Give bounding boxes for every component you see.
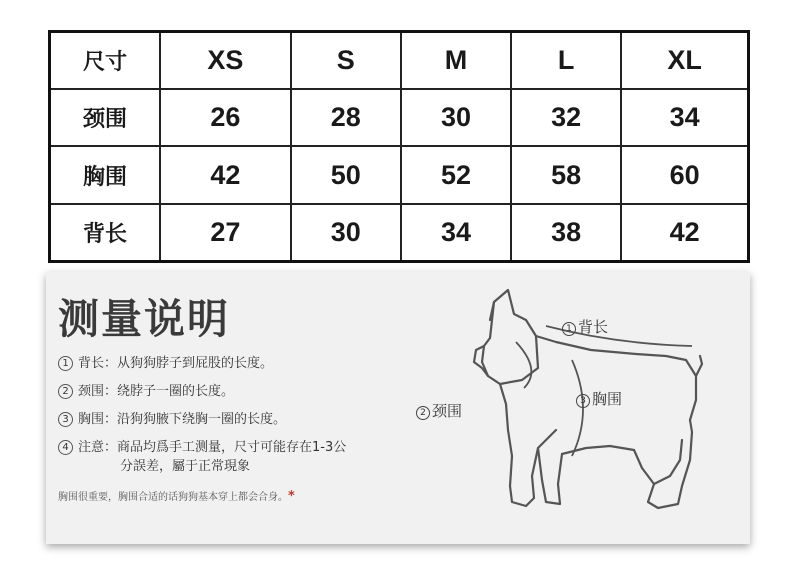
table-cell: 30: [401, 89, 511, 146]
dog-snout: [474, 346, 488, 376]
dog-head-outline: [482, 290, 538, 384]
instruction-text-continued: 分誤差，屬于正常現象: [120, 459, 251, 474]
header-label: 尺寸: [50, 32, 161, 90]
dog-front-outline: [500, 384, 556, 506]
size-m: M: [401, 32, 511, 90]
instruction-chest: [58, 410, 286, 429]
table-cell: 32: [511, 89, 621, 146]
instruction-text: 从狗狗脖子到屁股的长度。: [117, 356, 274, 371]
number-badge: 3: [576, 394, 590, 408]
panel-title: 测量说明: [58, 295, 230, 343]
size-xs: XS: [160, 32, 291, 90]
size-l: L: [511, 32, 621, 90]
table-cell: 38: [511, 204, 621, 262]
table-cell: 60: [621, 146, 748, 203]
size-chart-table: [48, 30, 750, 263]
table-row: [50, 146, 749, 203]
measurement-panel: [46, 272, 750, 544]
instruction-label: 注意：: [78, 440, 118, 455]
number-badge: 4: [58, 440, 73, 455]
number-badge: 2: [58, 384, 73, 399]
instruction-text: 沿狗狗腋下绕胸一圈的长度。: [117, 412, 287, 427]
footnote-text: 胸围很重要，胸围合适的话狗狗基本穿上都会合身。: [58, 492, 288, 503]
row-label-chest: 胸围: [50, 146, 161, 203]
footnote-star: *: [288, 489, 295, 504]
table-cell: 42: [160, 146, 291, 203]
instruction-label: 颈围：: [78, 384, 118, 399]
dog-inner-front-leg: [538, 448, 562, 504]
instruction-neck: [58, 382, 234, 401]
dog-label-text: 背长: [578, 318, 609, 336]
dog-label-back-length: [562, 316, 608, 337]
table-cell: 50: [291, 146, 401, 203]
instruction-note: [58, 438, 346, 476]
dog-label-text: 颈围: [432, 402, 463, 420]
table-cell: 30: [291, 204, 401, 262]
table-header-row: [50, 32, 749, 90]
dog-label-chest: [576, 388, 622, 409]
instruction-back-length: [58, 354, 273, 373]
row-label-neck: 颈围: [50, 89, 161, 146]
number-badge: 1: [58, 356, 73, 371]
instruction-text: 商品均爲手工测量，尺寸可能存在1-3公: [117, 440, 347, 455]
dog-tail: [696, 356, 702, 376]
table-cell: 34: [621, 89, 748, 146]
size-xl: XL: [621, 32, 748, 90]
table-row: [50, 204, 749, 262]
dog-rear-leg: [634, 420, 692, 508]
instruction-label: 胸围：: [78, 412, 118, 427]
table-cell: 52: [401, 146, 511, 203]
table-cell: 42: [621, 204, 748, 262]
table-cell: 27: [160, 204, 291, 262]
instruction-label: 背长：: [78, 356, 118, 371]
dog-rear-inner-leg: [654, 440, 682, 484]
table-cell: 28: [291, 89, 401, 146]
dog-label-neck: [416, 400, 462, 421]
number-badge: 1: [562, 322, 576, 336]
dog-label-text: 胸围: [592, 390, 623, 408]
number-badge: 2: [416, 406, 430, 420]
table-cell: 26: [160, 89, 291, 146]
instruction-text: 绕脖子一圈的长度。: [117, 384, 235, 399]
number-badge: 3: [58, 412, 73, 427]
row-label-back: 背长: [50, 204, 161, 262]
table-cell: 58: [511, 146, 621, 203]
footnote: [58, 488, 295, 504]
table-row: [50, 89, 749, 146]
table-cell: 34: [401, 204, 511, 262]
size-s: S: [291, 32, 401, 90]
